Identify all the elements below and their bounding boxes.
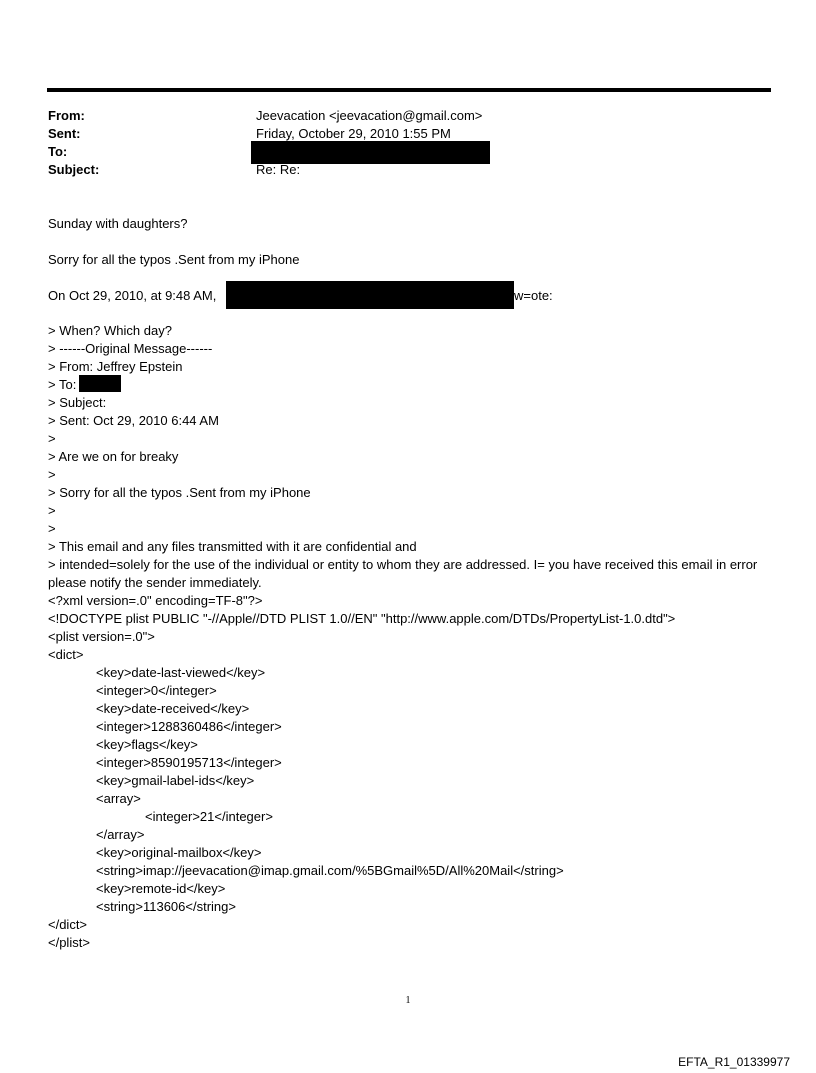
plist-line: </plist> <box>48 935 90 950</box>
body-line: Sorry for all the typos .Sent from my iPhone <box>48 252 300 267</box>
plist-line: <dict> <box>48 647 84 662</box>
body-line: Sunday with daughters? <box>48 216 188 231</box>
plist-line: <string>113606</string> <box>96 899 236 914</box>
quoted-line: > When? Which day? <box>48 323 172 338</box>
disclaimer-text: > intended=solely for the use of the individual or entity to whom they are addressed. I= you have received this email in error please notify the sender immediately. <box>48 557 758 590</box>
quoted-line: > <box>48 431 56 446</box>
to-label: To: <box>48 144 68 159</box>
plist-line: <key>date-last-viewed</key> <box>96 665 266 680</box>
header-rule <box>47 88 771 92</box>
quoted-line: > Subject: <box>48 395 107 410</box>
plist-line: <integer>8590195713</integer> <box>96 755 282 770</box>
subject-label: Subject: <box>48 162 100 177</box>
subject-value: Re: Re: <box>256 162 301 177</box>
sent-value: Friday, October 29, 2010 1:55 PM <box>256 126 451 141</box>
quoted-line: > ------Original Message------ <box>48 341 213 356</box>
quoted-line: > Sorry for all the typos .Sent from my iPhone <box>48 485 311 500</box>
page-number: 1 <box>405 995 411 1006</box>
quoted-line: > Sent: Oct 29, 2010 6:44 AM <box>48 413 219 428</box>
plist-line: <?xml version=.0" encoding=TF-8"?> <box>48 593 263 608</box>
quoted-line: > This email and any files transmitted with it are confidential and <box>48 539 417 554</box>
plist-line: <key>original-mailbox</key> <box>96 845 262 860</box>
quoted-line: > Are we on for breaky <box>48 449 179 464</box>
quoted-line: > To: <box>48 377 77 392</box>
quoted-to-redaction <box>79 375 121 392</box>
plist-line: <!DOCTYPE plist PUBLIC "-//Apple//DTD PLIST 1.0//EN" "http://www.apple.com/DTDs/PropertyList-1.0.dtd"> <box>48 611 676 626</box>
quoted-line: > <box>48 521 56 536</box>
plist-line: <integer>21</integer> <box>145 809 273 824</box>
plist-line: <integer>0</integer> <box>96 683 217 698</box>
plist-line: <key>flags</key> <box>96 737 198 752</box>
plist-line: <key>date-received</key> <box>96 701 250 716</box>
plist-line: <key>remote-id</key> <box>96 881 226 896</box>
quoted-line: > From: Jeffrey Epstein <box>48 359 183 374</box>
from-value: Jeevacation <jeevacation@gmail.com> <box>256 108 483 123</box>
quoted-line: > <box>48 467 56 482</box>
quoted-line: > <box>48 503 56 518</box>
plist-line: </dict> <box>48 917 88 932</box>
plist-line: <string>imap://jeevacation@imap.gmail.com/%5BGmail%5D/All%20Mail</string> <box>96 863 564 878</box>
plist-line: <integer>1288360486</integer> <box>96 719 282 734</box>
sent-label: Sent: <box>48 126 81 141</box>
sender-redaction <box>226 281 514 309</box>
plist-line: </array> <box>96 827 145 842</box>
plist-line: <plist version=.0"> <box>48 629 155 644</box>
on-date-prefix: On Oct 29, 2010, at 9:48 AM, <box>48 288 217 303</box>
from-label: From: <box>48 108 85 123</box>
on-date-suffix: w=ote: <box>514 288 553 303</box>
plist-line: <array> <box>96 791 141 806</box>
plist-line: <key>gmail-label-ids</key> <box>96 773 255 788</box>
document-id: EFTA_R1_01339977 <box>678 1055 790 1069</box>
